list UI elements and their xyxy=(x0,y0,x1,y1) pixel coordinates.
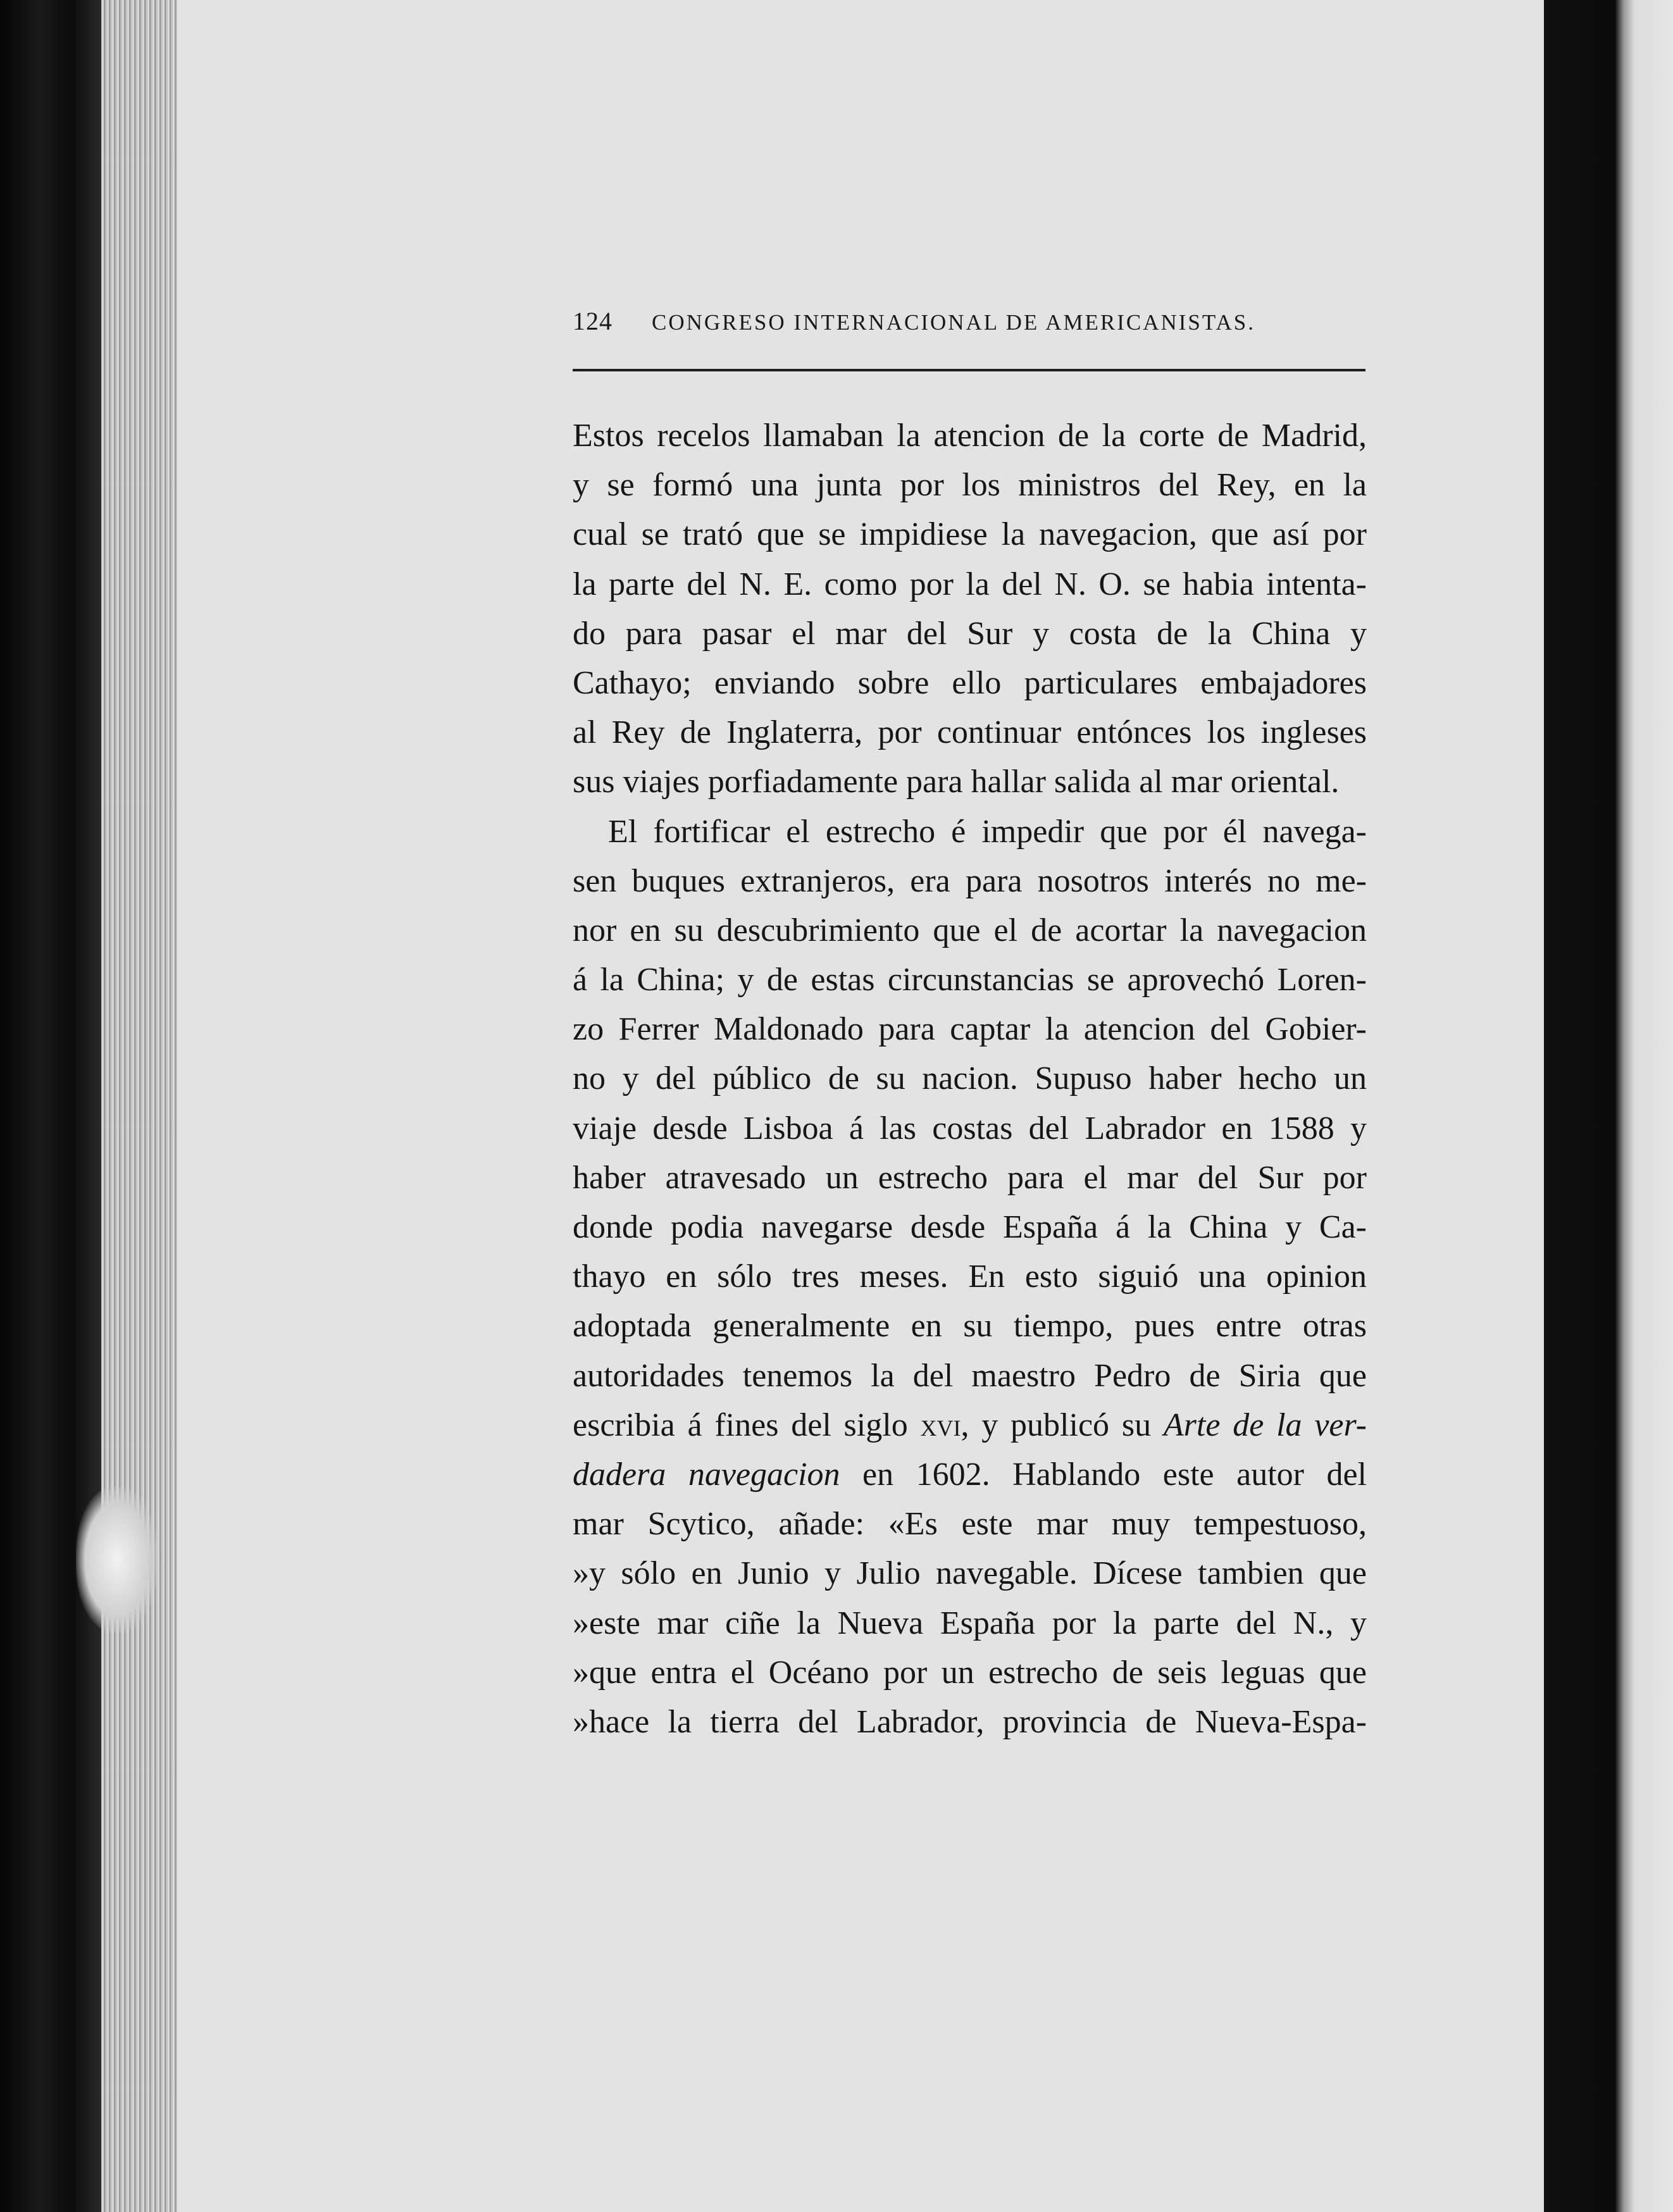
text-line: thayo en sólo tres meses. En esto siguió una opinion xyxy=(573,1258,1367,1295)
roman-numeral: xvi xyxy=(920,1407,961,1443)
text-line: sen buques extranjeros, era para nosotros interés no me- xyxy=(573,862,1367,899)
text-line: »hace la tierra del Labrador, provincia de Nueva-Espa- xyxy=(573,1703,1367,1740)
text-line: al Rey de Inglaterra, por continuar entónces los ingleses xyxy=(573,714,1367,751)
text-line: do para pasar el mar del Sur y costa de la China y xyxy=(573,615,1367,652)
page-stack-edge xyxy=(101,0,177,2212)
text-line: no y del público de su nacion. Supuso haber hecho un xyxy=(573,1060,1367,1097)
header-rule xyxy=(573,369,1365,371)
text-line: autoridades tenemos la del maestro Pedro de Siria que xyxy=(573,1357,1367,1394)
paper-damage-spot xyxy=(76,1487,158,1632)
text-line: cual se trató que se impidiese la navegacion, que así por xyxy=(573,516,1367,553)
text-segment: en 1602. Hablando este autor del xyxy=(840,1456,1367,1493)
running-title: CONGRESO INTERNACIONAL DE AMERICANISTAS. xyxy=(652,310,1255,335)
text-line: zo Ferrer Maldonado para captar la atencion del Gobier- xyxy=(573,1011,1367,1048)
body-text xyxy=(573,411,1367,1747)
book-binding-edge xyxy=(0,0,101,2212)
text-line-with-title xyxy=(573,1450,1367,1500)
scan-right-margin xyxy=(1544,0,1673,2212)
text-line: haber atravesado un estrecho para el mar del Sur por xyxy=(573,1159,1367,1196)
text-line: »que entra el Océano por un estrecho de seis leguas que xyxy=(573,1654,1367,1691)
text-line: Cathayo; enviando sobre ello particulares embajadores xyxy=(573,664,1367,701)
text-line: mar Scytico, añade: «Es este mar muy tempestuoso, xyxy=(573,1506,1367,1543)
text-segment: escribia á fines del siglo xyxy=(573,1407,921,1443)
paragraph-first-line: El fortificar el estrecho é impedir que por él navega- xyxy=(608,813,1367,850)
text-line: adoptada generalmente en su tiempo, pues entre otras xyxy=(573,1308,1367,1345)
text-segment: , y publicó su xyxy=(961,1407,1164,1443)
text-line-with-title xyxy=(573,1401,1367,1450)
text-line: la parte del N. E. como por la del N. O. se habia intenta- xyxy=(573,566,1367,602)
text-line: Estos recelos llamaban la atencion de la corte de Madrid, xyxy=(573,418,1367,454)
text-line: »este mar ciñe la Nueva España por la parte del N., y xyxy=(573,1605,1367,1641)
text-line: y se formó una junta por los ministros del Rey, en la xyxy=(573,467,1367,504)
paragraph-last-line: sus viajes porfiadamente para hallar salida al mar oriental. xyxy=(573,764,1340,800)
book-title-italic: Arte de la ver- xyxy=(1163,1407,1367,1443)
page-number: 124 xyxy=(573,307,613,335)
running-header xyxy=(573,306,1364,336)
text-line: »y sólo en Junio y Julio navegable. Dícese tambien que xyxy=(573,1555,1367,1592)
text-line: á la China; y de estas circunstancias se aprovechó Loren- xyxy=(573,962,1367,998)
book-title-italic: dadera navegacion xyxy=(573,1456,840,1493)
text-line: nor en su descubrimiento que el de acortar la navegacion xyxy=(573,912,1367,948)
text-line: donde podia navegarse desde España á la China y Ca- xyxy=(573,1209,1367,1245)
text-line: viaje desde Lisboa á las costas del Labrador en 1588 y xyxy=(573,1110,1367,1146)
